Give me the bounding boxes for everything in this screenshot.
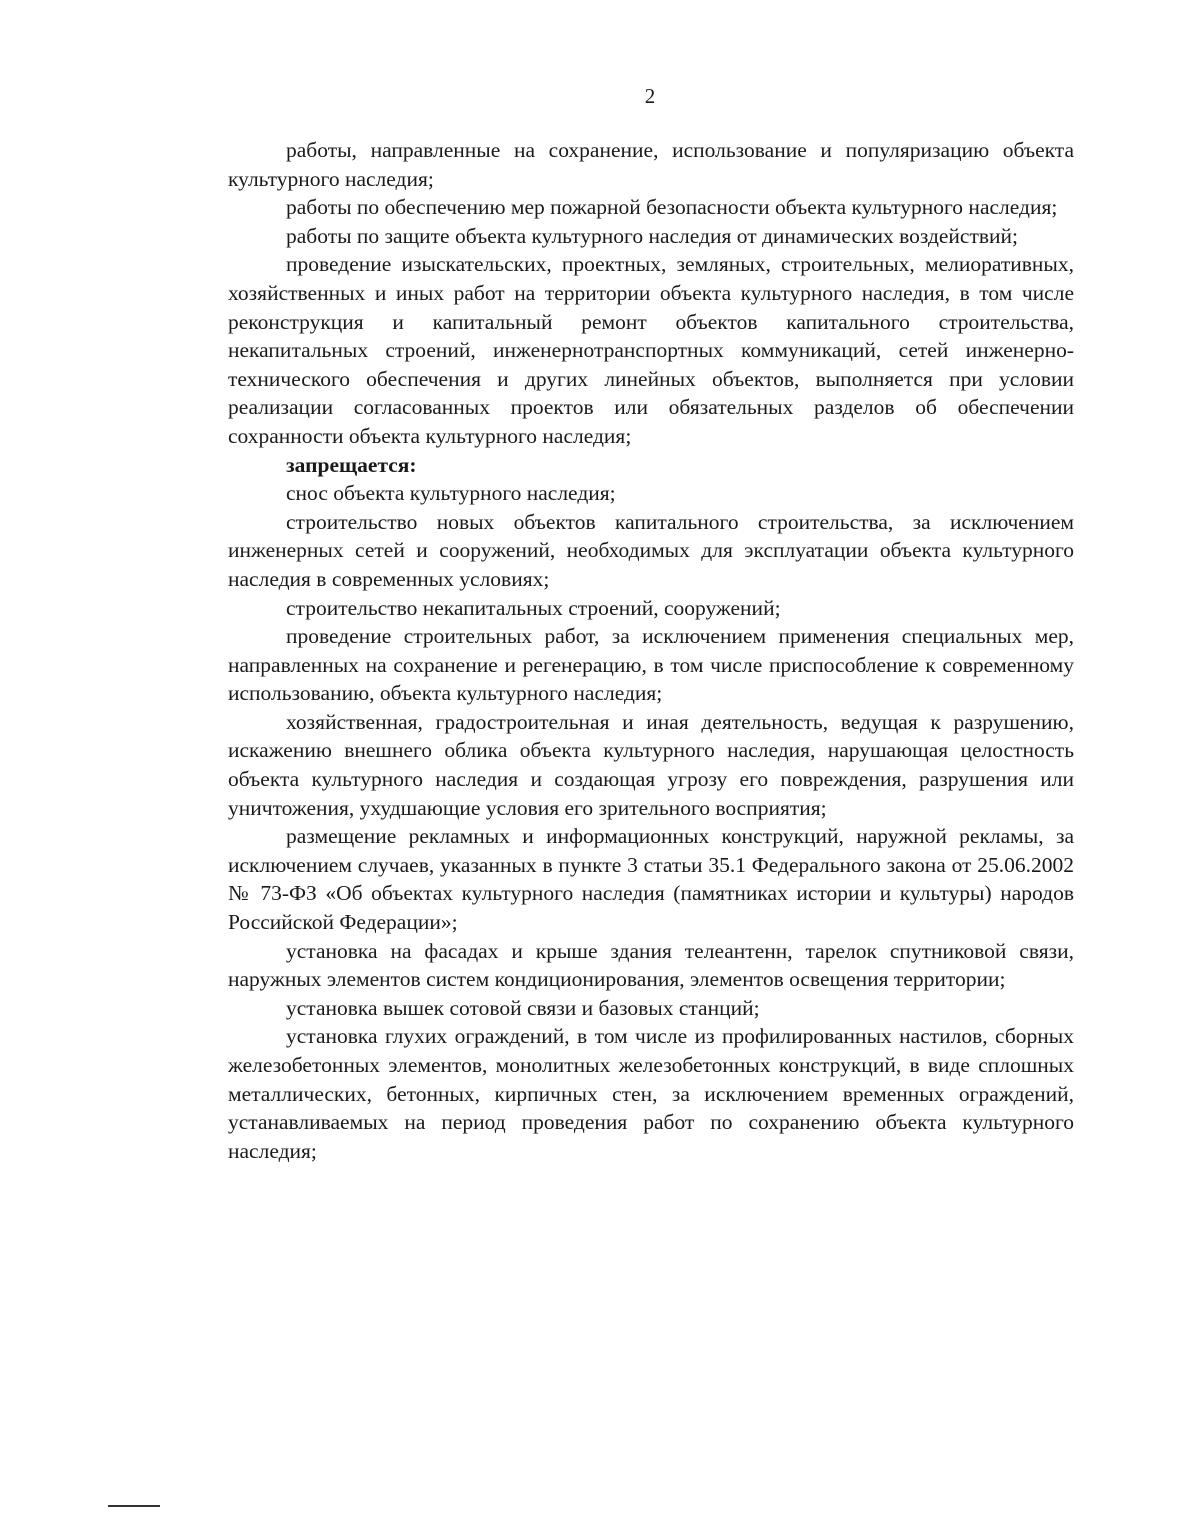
paragraph-harmful-activity: хозяйственная, градостроительная и иная деятельность, ведущая к разрушению, искажению внешнего облика объекта культурного наследия, нарушающая целостность объекта культурного наследия и создающая угрозу его повреждения, разрушения или уничтожения, ухудшающие условия его зрительного восприятия;	[228, 709, 1074, 820]
page-number: 2	[644, 84, 656, 108]
paragraph-dynamic-protection-works: работы по защите объекта культурного наследия от динамических воздействий;	[286, 223, 1019, 248]
paragraph-popularization-works: работы, направленные на сохранение, использование и популяризацию объекта культурного наследия;	[228, 138, 1074, 191]
paragraph-construction-works: проведение строительных работ, за исключением применения специальных мер, направленных на сохранение и регенерацию, в том числе приспособление к современному использованию, объекта культурного наследия;	[228, 624, 1074, 706]
paragraph-demolition: снос объекта культурного наследия;	[286, 481, 616, 506]
paragraph-fire-safety-works: работы по обеспечению мер пожарной безопасности объекта культурного наследия;	[286, 195, 1058, 220]
paragraph-cell-towers: установка вышек сотовой связи и базовых станций;	[286, 995, 760, 1020]
paragraph-construction-conditions: проведение изыскательских, проектных, земляных, строительных, мелиоративных, хозяйственных и иных работ на территории объекта культурного наследия, в том числе реконструкция и капитальный ремонт объектов капитального строительства, некапитальных строений, инженернотранспортных коммуникаций, сетей инженерно-технического обеспечения и других линейных объектов, выполняется при условии реализации согласованных проектов или обязательных разделов об обеспечении сохранности объекта культурного наследия;	[228, 252, 1074, 448]
paragraph-new-construction: строительство новых объектов капитального строительства, за исключением инженерных сетей и сооружений, необходимых для эксплуатации объекта культурного наследия в современных условиях;	[228, 509, 1074, 591]
footer-rule	[108, 1505, 160, 1507]
document-body	[228, 136, 1074, 1165]
prohibited-heading: запрещается:	[286, 452, 417, 477]
paragraph-temporary-structures: строительство некапитальных строений, сооружений;	[286, 595, 781, 620]
paragraph-facade-equipment: установка на фасадах и крыше здания телеантенн, тарелок спутниковой связи, наружных элементов систем кондиционирования, элементов освещения территории;	[228, 938, 1074, 992]
paragraph-advertising: размещение рекламных и информационных конструкций, наружной рекламы, за исключением случаев, указанных в пункте 3 статьи 35.1 Федерального закона от 25.06.2002 № 73-ФЗ «Об объектах культурного наследия (памятниках истории и культуры) народов Российской Федерации»;	[228, 824, 1074, 935]
paragraph-solid-fences: установка глухих ограждений, в том числе из профилированных настилов, сборных железобетонных элементов, монолитных железобетонных конструкций, в виде сплошных металлических, бетонных, кирпичных стен, за исключением временных ограждений, устанавливаемых на период проведения работ по сохранению объекта культурного наследия;	[228, 1024, 1074, 1163]
